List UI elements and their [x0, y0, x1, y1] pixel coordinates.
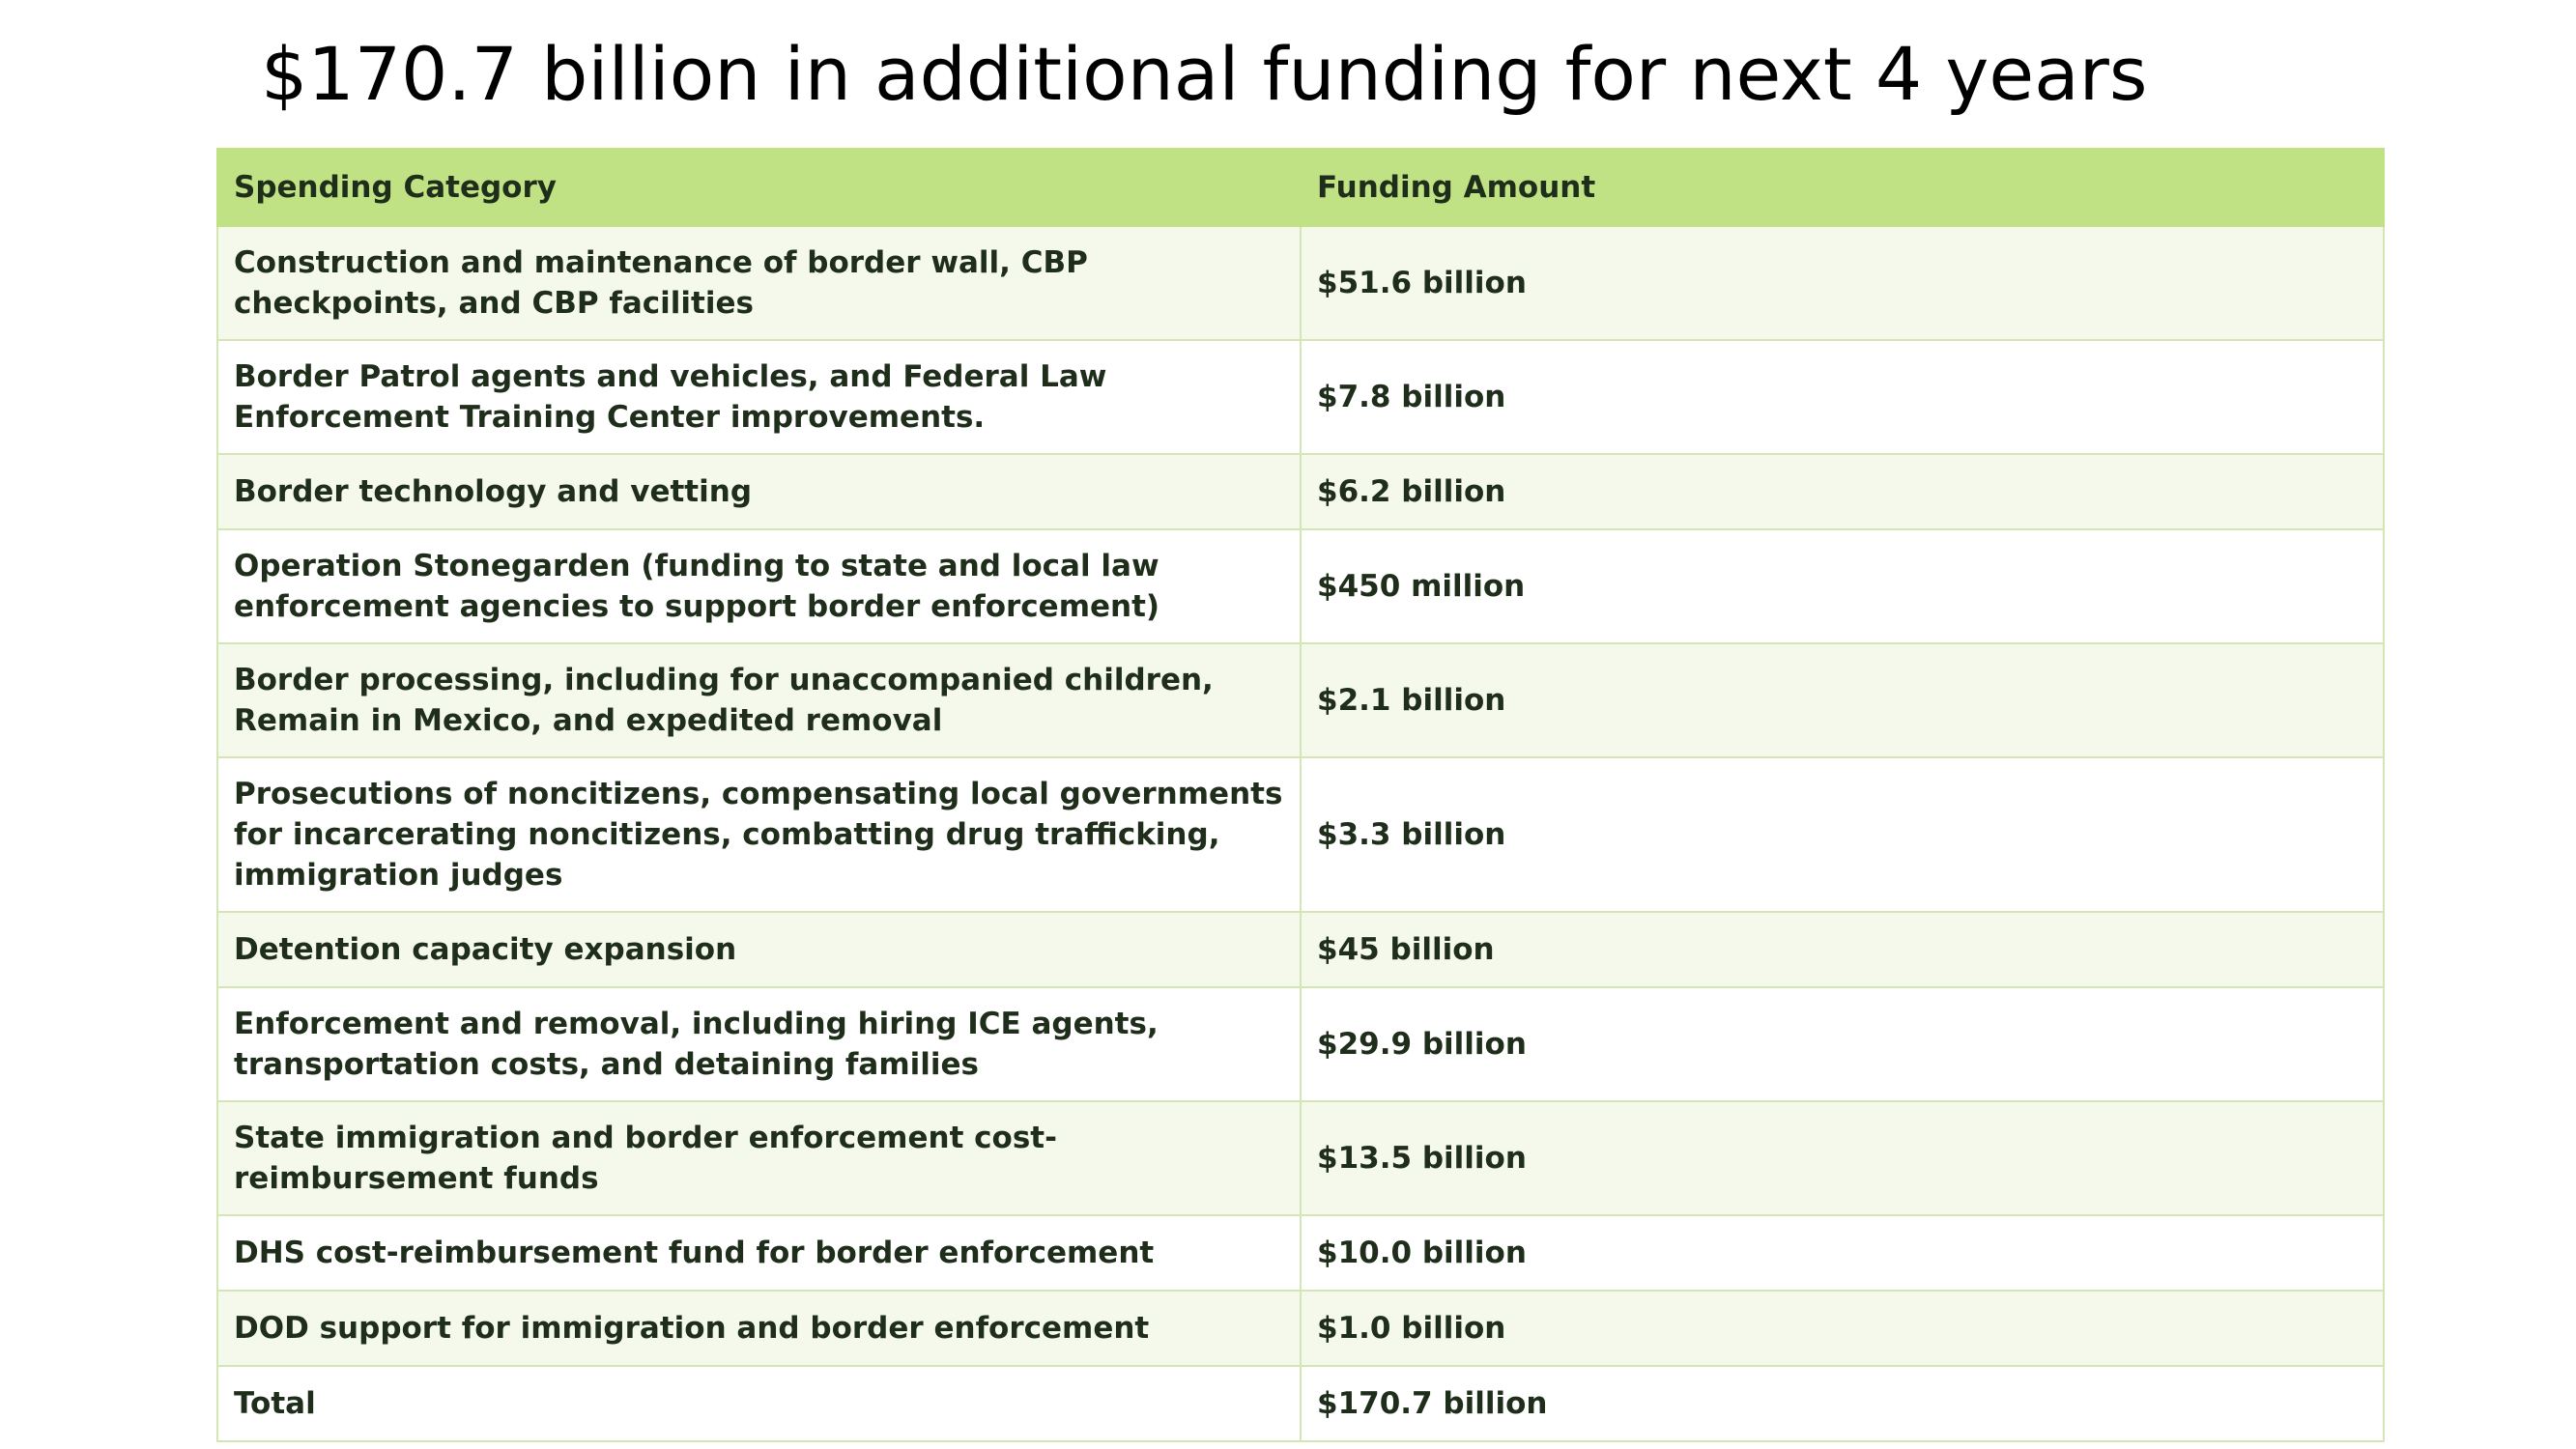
category-cell: Border technology and vetting — [217, 454, 1301, 529]
amount-cell: $3.3 billion — [1301, 757, 2384, 912]
category-cell: State immigration and border enforcement cost-reimbursement funds — [217, 1101, 1301, 1215]
funding-table — [216, 148, 2385, 1442]
category-cell: Construction and maintenance of border wall, CBP checkpoints, and CBP facilities — [217, 226, 1301, 340]
category-cell: Prosecutions of noncitizens, compensating local governments for incarcerating noncitizens, combatting drug trafficking, immigration judges — [217, 757, 1301, 912]
table-row — [217, 340, 2384, 454]
table-row — [217, 529, 2384, 643]
amount-cell: $450 million — [1301, 529, 2384, 643]
category-cell: DOD support for immigration and border enforcement — [217, 1291, 1301, 1366]
total-label-cell: Total — [217, 1366, 1301, 1441]
amount-cell: $10.0 billion — [1301, 1215, 2384, 1291]
category-cell: Detention capacity expansion — [217, 912, 1301, 987]
column-header-funding-amount: Funding Amount — [1301, 149, 2384, 226]
table-row — [217, 226, 2384, 340]
table-row — [217, 1291, 2384, 1366]
amount-cell: $45 billion — [1301, 912, 2384, 987]
category-cell: DHS cost-reimbursement fund for border enforcement — [217, 1215, 1301, 1291]
amount-cell: $1.0 billion — [1301, 1291, 2384, 1366]
total-row — [217, 1366, 2384, 1441]
table-row — [217, 757, 2384, 912]
funding-table-container — [216, 148, 2383, 1442]
table-row — [217, 987, 2384, 1101]
table-row — [217, 1215, 2384, 1291]
category-cell: Operation Stonegarden (funding to state and local law enforcement agencies to support border enforcement) — [217, 529, 1301, 643]
amount-cell: $2.1 billion — [1301, 643, 2384, 757]
table-header-row — [217, 149, 2384, 226]
amount-cell: $6.2 billion — [1301, 454, 2384, 529]
category-cell: Border processing, including for unaccompanied children, Remain in Mexico, and expedited removal — [217, 643, 1301, 757]
amount-cell: $51.6 billion — [1301, 226, 2384, 340]
table-row — [217, 643, 2384, 757]
table-row — [217, 912, 2384, 987]
amount-cell: $13.5 billion — [1301, 1101, 2384, 1215]
column-header-spending-category: Spending Category — [217, 149, 1301, 226]
amount-cell: $7.8 billion — [1301, 340, 2384, 454]
category-cell: Enforcement and removal, including hiring ICE agents, transportation costs, and detaining families — [217, 987, 1301, 1101]
page-title: $170.7 billion in additional funding for next 4 years — [261, 31, 2148, 117]
table-row — [217, 1101, 2384, 1215]
total-amount-cell: $170.7 billion — [1301, 1366, 2384, 1441]
table-row — [217, 454, 2384, 529]
amount-cell: $29.9 billion — [1301, 987, 2384, 1101]
category-cell: Border Patrol agents and vehicles, and Federal Law Enforcement Training Center improvements. — [217, 340, 1301, 454]
